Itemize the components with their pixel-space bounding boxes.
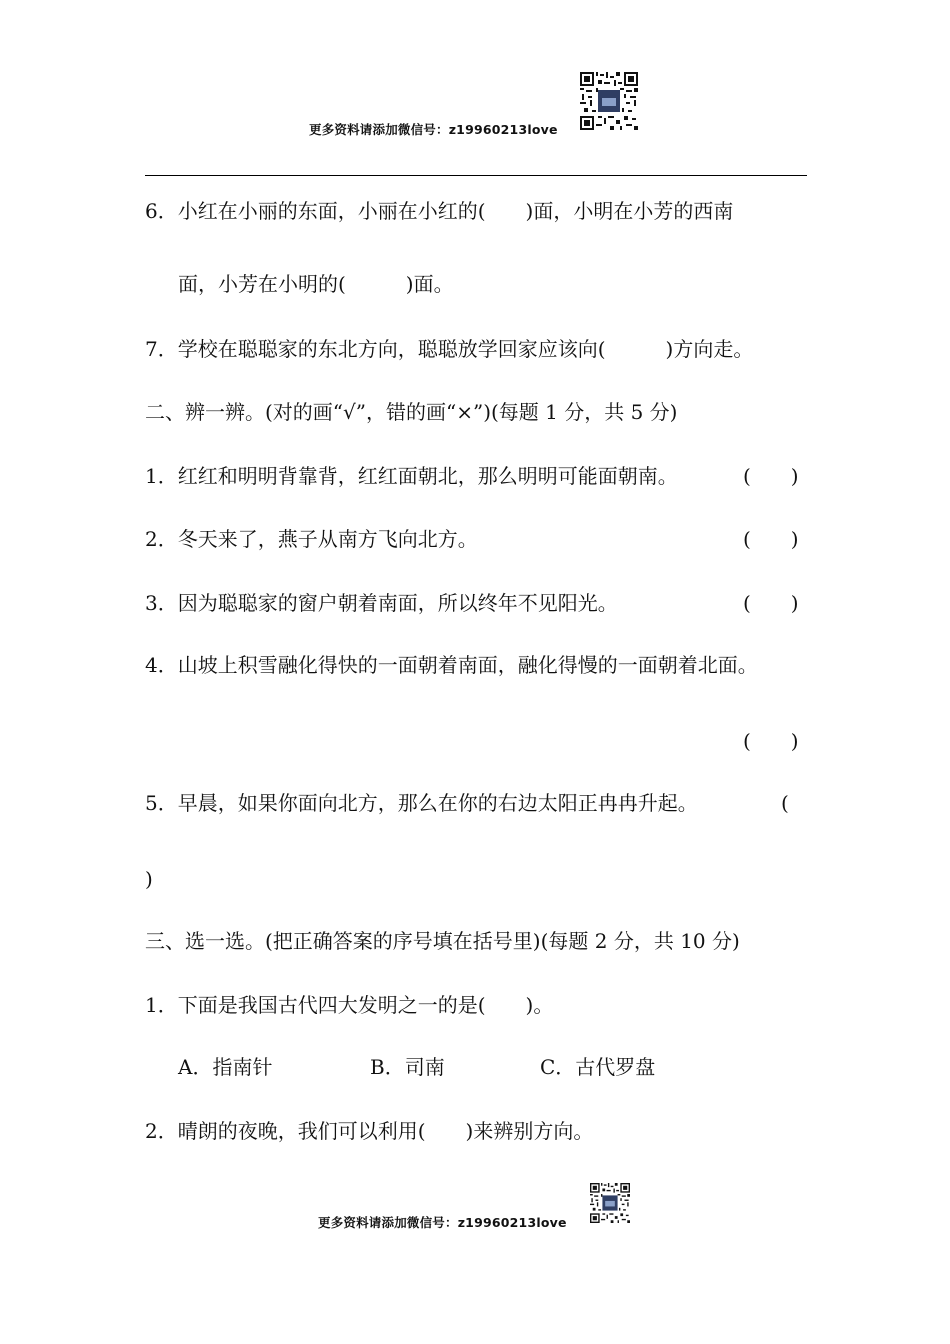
section-2-item-4: 4．山坡上积雪融化得快的一面朝着南面，融化得慢的一面朝着北面。 [145, 653, 758, 677]
section-2-title: 二、辨一辨。(对的画“√”，错的画“×”)(每题 1 分，共 5 分) [145, 400, 678, 424]
section-3-question-2: 2．晴朗的夜晚，我们可以利用( )来辨别方向。 [145, 1119, 594, 1143]
section-3-title: 三、选一选。(把正确答案的序号填在括号里)(每题 2 分，共 10 分) [145, 929, 740, 953]
question-6-line-1: 6．小红在小丽的东面，小丽在小红的( )面，小明在小芳的西南 [145, 199, 734, 223]
option-b: B．司南 [370, 1055, 445, 1079]
section-2-item-1: 1．红红和明明背靠背，红红面朝北，那么明明可能面朝南。 [145, 464, 678, 488]
header-qr-code-icon [580, 72, 638, 130]
header-divider [145, 175, 807, 176]
footer-promo-text: 更多资料请添加微信号：z19960213love [318, 1215, 567, 1230]
section-3-question-1: 1．下面是我国古代四大发明之一的是( )。 [145, 993, 554, 1017]
question-7: 7．学校在聪聪家的东北方向，聪聪放学回家应该向( )方向走。 [145, 337, 754, 361]
answer-blank-2-5-close: ) [145, 867, 153, 891]
answer-blank-2-1: ( ) [743, 464, 799, 488]
answer-blank-2-4: ( ) [743, 729, 799, 753]
footer-qr-code-icon [590, 1183, 630, 1223]
section-2-item-2: 2．冬天来了，燕子从南方飞向北方。 [145, 527, 478, 551]
option-c: C．古代罗盘 [540, 1055, 656, 1079]
question-6-line-2: 面，小芳在小明的( )面。 [178, 272, 454, 296]
answer-blank-2-2: ( ) [743, 527, 799, 551]
section-2-item-5: 5．早晨，如果你面向北方，那么在你的右边太阳正冉冉升起。 [145, 791, 698, 815]
section-2-item-3: 3．因为聪聪家的窗户朝着南面，所以终年不见阳光。 [145, 591, 618, 615]
answer-blank-2-3: ( ) [743, 591, 799, 615]
header-promo-text: 更多资料请添加微信号：z19960213love [309, 122, 558, 137]
option-a: A．指南针 [178, 1055, 273, 1079]
answer-blank-2-5-open: ( [781, 791, 789, 815]
